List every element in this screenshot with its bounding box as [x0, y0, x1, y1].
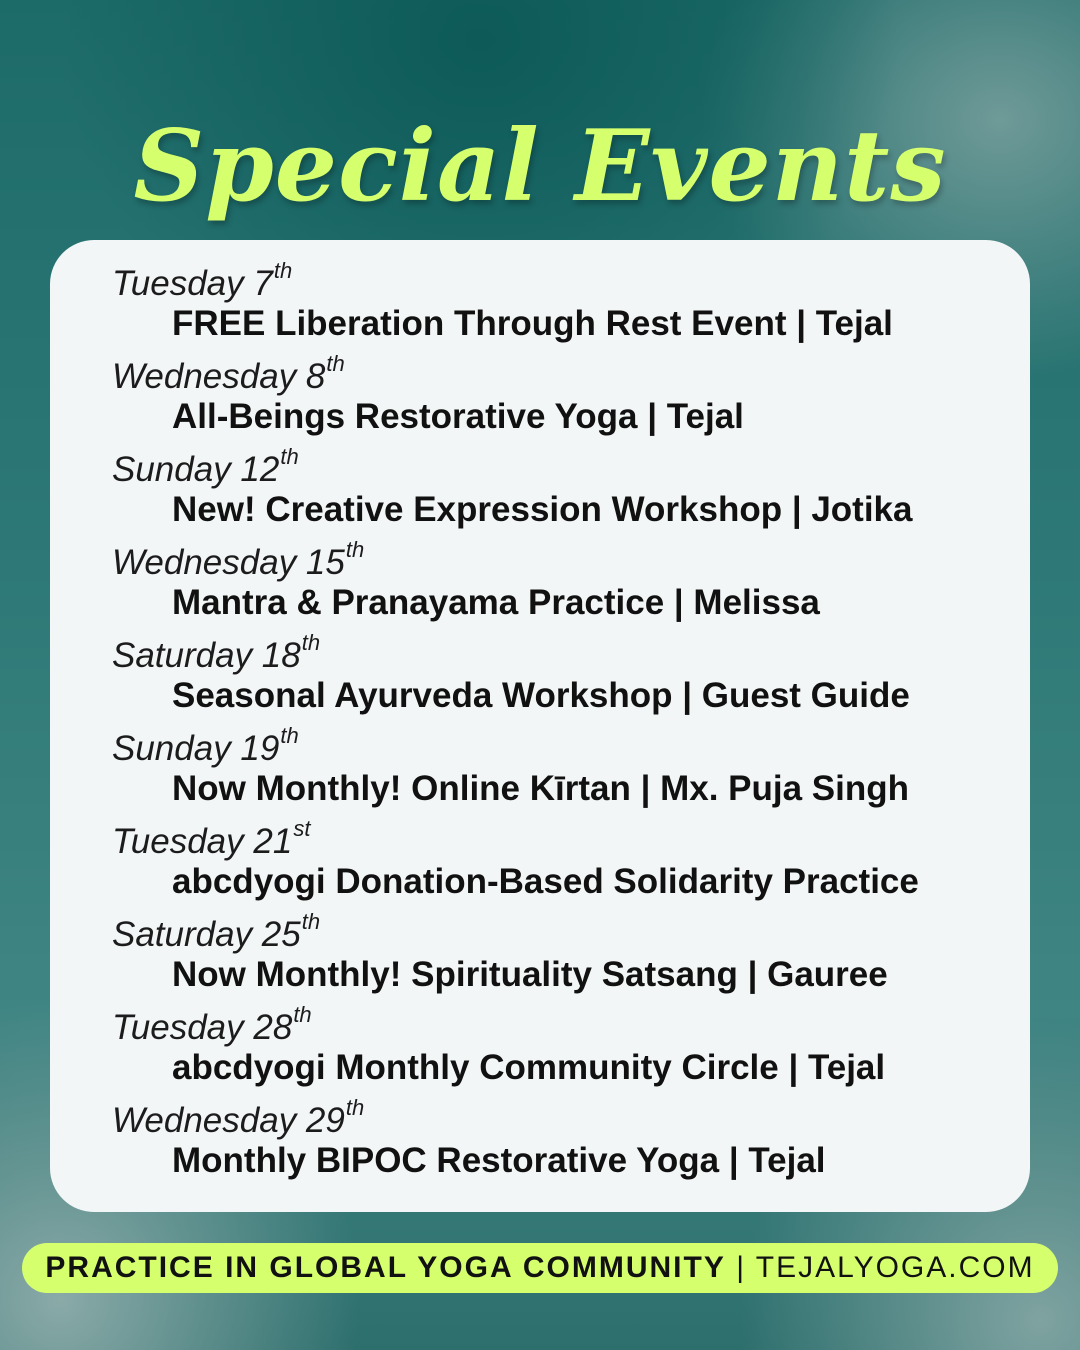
event-name: FREE Liberation Through Rest Event | Tejal [172, 304, 893, 343]
event-date [112, 909, 321, 954]
event-day-suffix: th [326, 351, 345, 376]
event-day-suffix: th [345, 1095, 365, 1120]
event-name: abcdyogi Monthly Community Circle | Tejal [172, 1048, 886, 1087]
event-item [50, 909, 1030, 1010]
footer-separator: | [725, 1251, 756, 1284]
event-date [112, 1002, 312, 1047]
event-item [50, 816, 1030, 917]
event-name: abcdyogi Donation-Based Solidarity Practice [172, 862, 919, 901]
event-day: Wednesday 29 [112, 1101, 345, 1140]
event-date [112, 816, 311, 861]
event-day-suffix: st [293, 816, 311, 841]
event-day-suffix: th [301, 630, 321, 655]
event-day: Sunday 19 [112, 729, 280, 768]
event-date [112, 351, 345, 396]
event-day-suffix: th [280, 444, 299, 469]
event-day: Wednesday 8 [112, 357, 326, 396]
event-item [50, 630, 1030, 731]
page-title: Special Events [133, 109, 947, 224]
event-day: Tuesday 21 [112, 822, 293, 861]
event-date [112, 444, 299, 489]
event-date [112, 630, 321, 675]
event-name: All-Beings Restorative Yoga | Tejal [172, 397, 744, 436]
event-day-suffix: th [280, 723, 299, 748]
event-date [112, 723, 299, 768]
event-day: Saturday 18 [112, 636, 301, 675]
event-day-suffix: th [345, 537, 365, 562]
event-day-suffix: th [301, 909, 321, 934]
event-item [50, 723, 1030, 824]
event-name: Seasonal Ayurveda Workshop | Guest Guide [172, 676, 910, 715]
event-name: Mantra & Pranayama Practice | Melissa [172, 583, 820, 622]
footer-website-link[interactable]: TEJALYOGA.COM [755, 1251, 1035, 1284]
event-day: Sunday 12 [112, 450, 280, 489]
event-name: Now Monthly! Spirituality Satsang | Gauree [172, 955, 888, 994]
event-item [50, 351, 1030, 452]
event-name: Monthly BIPOC Restorative Yoga | Tejal [172, 1141, 826, 1180]
events-card [50, 240, 1030, 1212]
event-day: Tuesday 28 [112, 1008, 293, 1047]
event-item [50, 258, 1030, 359]
event-date [112, 1095, 365, 1140]
event-day-suffix: th [273, 258, 293, 283]
event-day: Saturday 25 [112, 915, 301, 954]
footer-tagline: PRACTICE IN GLOBAL YOGA COMMUNITY [45, 1251, 726, 1284]
event-name: New! Creative Expression Workshop | Jotika [172, 490, 913, 529]
event-item [50, 1095, 1030, 1196]
event-name: Now Monthly! Online Kīrtan | Mx. Puja Singh [172, 769, 910, 808]
event-date [112, 537, 365, 582]
event-item [50, 537, 1030, 638]
event-item [50, 1002, 1030, 1103]
event-date [112, 258, 293, 303]
footer-banner [22, 1243, 1058, 1293]
event-day: Wednesday 15 [112, 543, 345, 582]
event-day: Tuesday 7 [112, 264, 273, 303]
event-item [50, 444, 1030, 545]
event-day-suffix: th [293, 1002, 312, 1027]
